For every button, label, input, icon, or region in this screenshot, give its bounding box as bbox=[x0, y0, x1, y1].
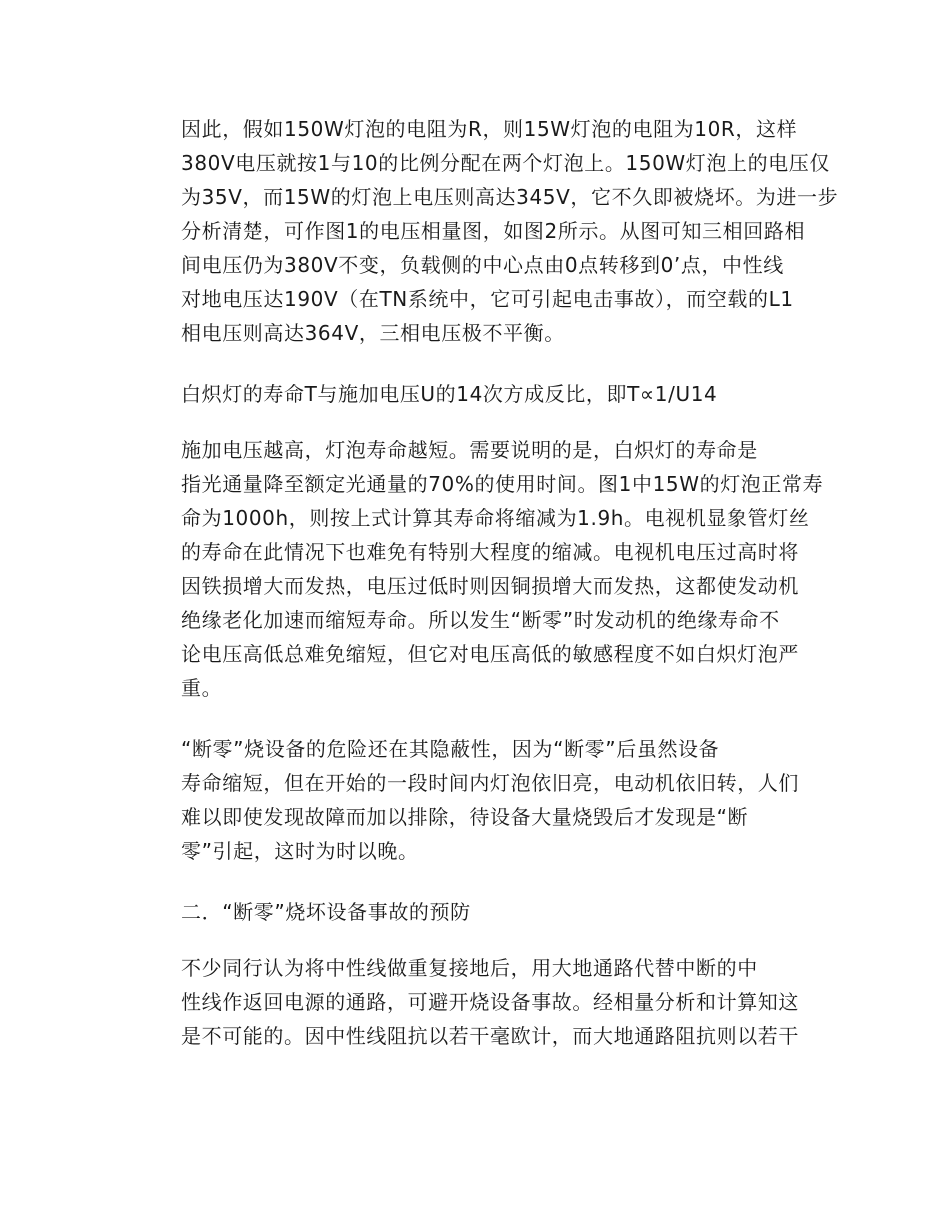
text-line: 零”引起，这时为时以晚。 bbox=[181, 839, 419, 863]
paragraph-voltage-distribution bbox=[141, 112, 839, 350]
text-line: 绝缘老化加速而缩短寿命。所以发生“断零”时发动机的绝缘寿命不 bbox=[181, 608, 780, 632]
text-line: 二．“断零”烧坏设备事故的预防 bbox=[181, 900, 471, 924]
text-line: 因铁损增大而发热，电压过低时则因铜损增大而发热，这都使发动机 bbox=[181, 574, 799, 598]
text-line: 性线作返回电源的通路，可避开烧设备事故。经相量分析和计算知这 bbox=[181, 990, 799, 1014]
text-line: 对地电压达190V（在TN系统中，它可引起电击事故），而空载的L1 bbox=[181, 287, 794, 311]
text-line: 相电压则高达364V，三相电压极不平衡。 bbox=[181, 321, 565, 345]
text-line: 命为1000h，则按上式计算其寿命将缩减为1.9h。电视机显象管灯丝 bbox=[181, 506, 810, 530]
text-line: 因此，假如150W灯泡的电阻为R，则15W灯泡的电阻为10R，这样 bbox=[181, 117, 798, 141]
text-line: 分析清楚，可作图1的电压相量图，如图2所示。从图可知三相回路相 bbox=[181, 219, 806, 243]
text-line: 的寿命在此情况下也难免有特别大程度的缩减。电视机电压过高时将 bbox=[181, 540, 799, 564]
text-line: 论电压高低总难免缩短，但它对电压高低的敏感程度不如白炽灯泡严 bbox=[181, 642, 799, 666]
text-line: 指光通量降至额定光通量的70%的使用时间。图1中15W的灯泡正常寿 bbox=[181, 472, 824, 496]
paragraph-repeat-grounding bbox=[141, 951, 811, 1053]
text-line: 难以即使发现故障而加以排除，待设备大量烧毁后才发现是“断 bbox=[181, 805, 749, 829]
section-heading-prevention bbox=[141, 895, 811, 929]
document-body bbox=[141, 112, 839, 1080]
text-line: 380V电压就按1与10的比例分配在两个灯泡上。150W灯泡上的电压仅 bbox=[181, 151, 830, 175]
text-line: 不少同行认为将中性线做重复接地后，用大地通路代替中断的中 bbox=[181, 956, 758, 980]
text-line: 白炽灯的寿命T与施加电压U的14次方成反比，即T∝1/U14 bbox=[181, 382, 718, 406]
paragraph-lamp-life-formula bbox=[141, 377, 811, 411]
paragraph-hidden-danger bbox=[141, 732, 811, 868]
text-line: “断零”烧设备的危险还在其隐蔽性，因为“断零”后虽然设备 bbox=[181, 737, 720, 761]
text-line: 间电压仍为380V不变，负载侧的中心点由0点转移到0’点，中性线 bbox=[181, 253, 784, 277]
text-line: 为35V，而15W的灯泡上电压则高达345V，它不久即被烧坏。为进一步 bbox=[181, 185, 839, 209]
text-line: 重。 bbox=[181, 676, 223, 700]
paragraph-lamp-life bbox=[141, 433, 824, 705]
text-line: 是不可能的。因中性线阻抗以若干毫欧计，而大地通路阻抗则以若干 bbox=[181, 1024, 799, 1048]
text-line: 寿命缩短，但在开始的一段时间内灯泡依旧亮，电动机依旧转，人们 bbox=[181, 771, 799, 795]
text-line: 施加电压越高，灯泡寿命越短。需要说明的是，白炽灯的寿命是 bbox=[181, 438, 758, 462]
